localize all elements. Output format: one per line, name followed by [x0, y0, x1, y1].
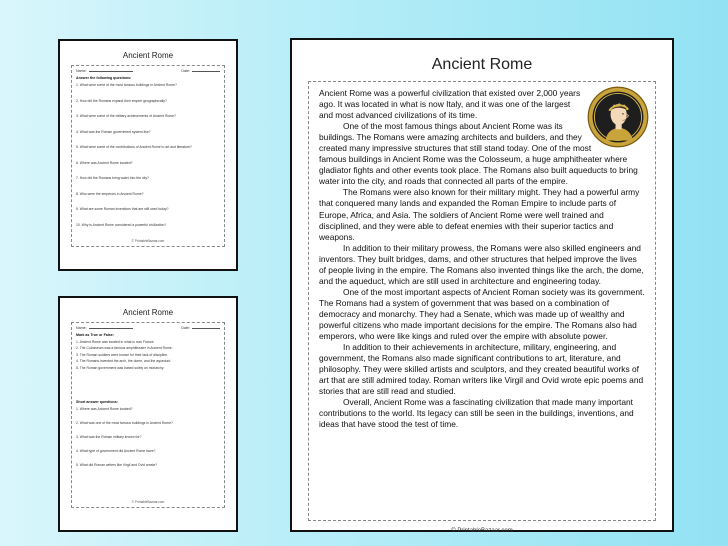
sa-item: 3. What was the Roman military known for? [76, 434, 142, 439]
instructions: Answer the following questions: [76, 76, 132, 80]
sa-instructions: Short answer questions: [76, 399, 118, 404]
roman-emperor-portrait-icon [587, 86, 649, 148]
reading-paragraph: Overall, Ancient Rome was a fascinating civilization that made many important contributions to the world. Its legacy can still be seen in the buildings, inventions, and ideas that have stood the test of time. [319, 397, 634, 430]
question-item: 5. What were some of the contributions of Ancient Rome to art and literature? [76, 145, 192, 149]
worksheet-title: Ancient Rome [122, 308, 174, 317]
name-line [89, 71, 133, 72]
date-label: Date: [181, 69, 190, 73]
question-item: 7. How did the Romans bring water into the city? [76, 176, 149, 180]
worksheet-footer: © PrintableBazaar.com [131, 239, 165, 243]
date-line [192, 71, 220, 72]
name-label: Name: [76, 326, 87, 330]
tf-item: 3. The Roman soldiers were known for their lack of discipline. [76, 352, 169, 357]
tf-item: 1. Ancient Rome was located in what is now France. [76, 340, 155, 344]
sa-item: 5. What did Roman writers like Virgil and Ovid create? [76, 462, 158, 467]
reading-paragraph: The Romans were also known for their military might. They had a powerful army that conquered many lands and expanded the Roman Empire to include parts of Europe, Africa, and Asia. The soldiers of Ancient Rome were well trained and disciplined, and they were able to defeat enemies with their superior tactics and weapons. [319, 187, 640, 242]
question-item: 4. What was the Roman government system like? [76, 129, 151, 134]
question-item: 6. Where was Ancient Rome located? [76, 160, 133, 165]
reading-text [319, 88, 645, 430]
date-line [192, 328, 220, 329]
worksheet-frame [71, 322, 225, 508]
worksheet-title: Ancient Rome [122, 51, 174, 60]
reading-paragraph: Ancient Rome was a powerful civilization that existed over 2,000 years ago. It was located in what is now Italy, and it was one of the largest and most advanced civilizations of its time. [319, 88, 581, 121]
question-item: 10. Why is Ancient Rome considered a powerful civilization? [76, 222, 167, 227]
date-label: Date: [181, 326, 190, 330]
worksheet-frame [71, 65, 225, 247]
reading-footer: © PrintableBazaar.com [451, 528, 513, 534]
true-false-list [76, 340, 220, 372]
spacer [76, 372, 220, 398]
name-label: Name: [76, 69, 87, 73]
question-item: 3. What were some of the military achievements of Ancient Rome? [76, 114, 176, 118]
tf-instructions: Mark as True or False: [76, 333, 114, 337]
tf-item: 4. The Romans invented the arch, the dome, and the aqueduct. [76, 359, 172, 364]
question-item: 2. How did the Romans expand their empire geographically? [76, 98, 167, 103]
question-list [76, 83, 220, 238]
question-item: 8. Who were the emperors in Ancient Rome? [76, 191, 144, 196]
short-answer-list [76, 407, 220, 477]
sa-item: 1. Where was Ancient Rome located? [76, 406, 133, 411]
name-date-row [76, 326, 220, 330]
reading-title: Ancient Rome [431, 56, 533, 73]
sa-item: 4. What type of government did Ancient Rome have? [76, 448, 156, 453]
tf-item: 5. The Roman government was based solely on monarchy. [76, 365, 165, 370]
worksheet-questions-page [58, 39, 238, 271]
tf-item: 2. The Colosseum was a famous amphitheater in Ancient Rome. [76, 346, 173, 351]
reading-paragraph: In addition to their achievements in architecture, military, engineering, and government, the Romans also made significant contributions to art, literature, and philosophy. They were skilled artists and sculptors, and they created beautiful works of art that are still admired today. Roman writers like Virgil and Ovid wrote epic poems and stories that are still read and studied. [319, 342, 644, 397]
worksheet-true-false-page [58, 296, 238, 532]
worksheet-footer: © PrintableBazaar.com [131, 500, 165, 504]
name-line [89, 328, 133, 329]
question-item: 1. What were some of the most famous buildings in Ancient Rome? [76, 83, 177, 87]
reading-passage-page [290, 38, 674, 532]
sa-item: 2. What was one of the most famous buildings in Ancient Rome? [76, 420, 173, 425]
reading-paragraph: One of the most famous things about Ancient Rome was its buildings. The Romans were amazing architects and builders, and they created many impressive structures that still stand today. One of the most famous buildings in Ancient Rome was the Colosseum, a huge amphitheater where gladiator fights and other events took place. The Romans also built aqueducts to bring water into the city, and roads that connected all parts of the empire. [319, 121, 638, 187]
reading-paragraph: One of the most important aspects of Ancient Roman society was its government. The Romans had a system of government that was based on a combination of democracy and monarchy. They had a Senate, which was made up of wealthy and powerful citizens who made important decisions for the empire. The Romans also had emperors, who were like kings and ruled over the empire with absolute power. [319, 286, 645, 342]
question-item: 9. What are some Roman inventions that are still used today? [76, 207, 169, 211]
name-date-row [76, 69, 220, 73]
reading-paragraph: In addition to their military prowess, the Romans were also skilled engineers and inventors. They built bridges, dams, and other structures that helped improve the lives of people living in the empire. The Romans also invented things like the arch, the dome, and the aqueduct, which are still used in architecture and engineering today. [319, 242, 644, 286]
reading-frame [308, 81, 656, 534]
